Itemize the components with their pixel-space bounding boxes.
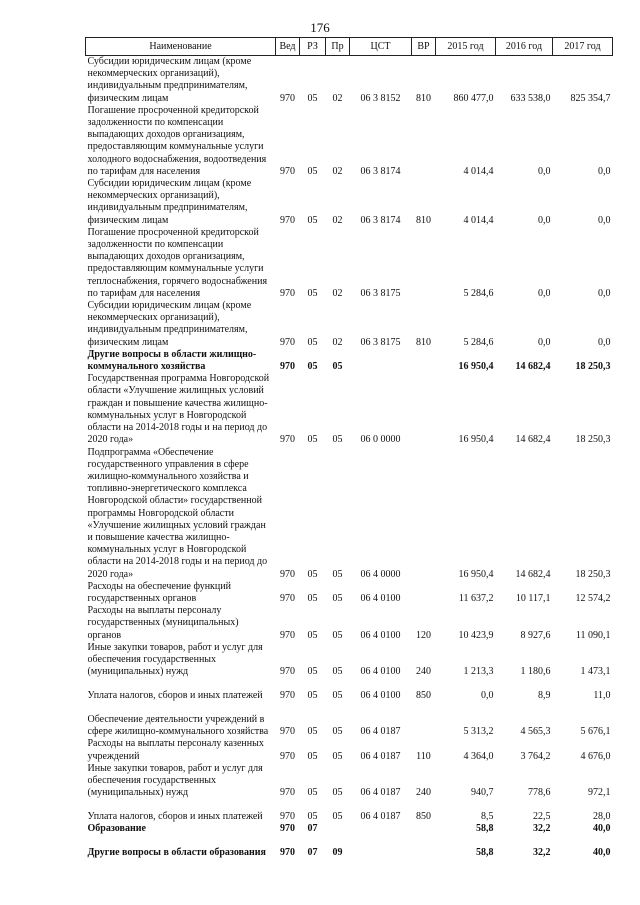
cell-2017: 0,0 — [598, 214, 611, 226]
cell-2015: 4 014,4 — [463, 214, 494, 226]
cell-cst: 06 4 0100 — [360, 629, 401, 641]
cell-2016: 14 682,4 — [515, 434, 551, 446]
header-2017: 2017 год — [553, 38, 613, 56]
cell-rz: 05 — [307, 690, 318, 702]
cell-ved: 970 — [280, 726, 295, 738]
cell-cst: 06 4 0187 — [360, 787, 401, 799]
cell-2015: 16 950,4 — [458, 361, 494, 373]
cell-ved: 970 — [280, 823, 295, 835]
cell-cst — [350, 823, 412, 835]
table-row — [86, 447, 613, 581]
cell-2016: 22,5 — [533, 811, 551, 823]
table-row — [86, 763, 613, 800]
cell-cst: 06 4 0100 — [360, 690, 401, 702]
cell-name: Иные закупки товаров, работ и услуг для обеспечения государственных (муниципальных) нужд — [87, 641, 263, 678]
cell-vr: 110 — [416, 750, 431, 762]
cell-cst: 06 3 8175 — [360, 287, 401, 299]
cell-2015: 8,5 — [481, 811, 494, 823]
cell-name: Другие вопросы в области образования — [87, 847, 266, 859]
cell-vr: 120 — [416, 629, 431, 641]
cell-name: Государственная программа Новгородской области «Улучшение жилищных условий граждан и повышение качества жилищно-коммунальных услуг в Новгородской области на 2014-2018 годы и на период до 2020 года» — [87, 373, 270, 446]
cell-ved: 970 — [280, 165, 295, 177]
table-row — [86, 349, 613, 373]
cell-vr — [412, 823, 436, 835]
cell-rz: 05 — [307, 726, 318, 738]
cell-2016: 14 682,4 — [515, 361, 551, 373]
cell-vr — [412, 227, 436, 300]
cell-vr — [412, 447, 436, 581]
cell-2017: 4 676,0 — [580, 750, 611, 762]
header-pr: Пр — [326, 38, 350, 56]
cell-2015: 4 364,0 — [463, 750, 494, 762]
cell-ved: 970 — [280, 666, 295, 678]
cell-2017: 12 574,2 — [575, 592, 611, 604]
cell-rz: 05 — [307, 811, 318, 823]
cell-vr: 810 — [416, 92, 431, 104]
header-rz: РЗ — [300, 38, 326, 56]
cell-2015: 4 014,4 — [463, 165, 494, 177]
cell-2017: 40,0 — [593, 847, 611, 859]
cell-vr — [412, 836, 436, 860]
cell-name: Субсидии юридическим лицам (кроме некоммерческих организаций), индивидуальным предпринимателям, физическим лицам — [87, 56, 252, 104]
cell-vr — [412, 349, 436, 373]
cell-2015: 5 284,6 — [463, 336, 494, 348]
table-row — [86, 605, 613, 642]
cell-2017: 11 090,1 — [575, 629, 611, 641]
cell-2015: 58,8 — [476, 847, 494, 859]
table-row — [86, 702, 613, 738]
cell-2017: 972,1 — [588, 787, 611, 799]
cell-pr: 05 — [332, 690, 343, 702]
cell-rz: 05 — [307, 434, 318, 446]
cell-cst: 06 4 0100 — [360, 592, 401, 604]
cell-2016: 0,0 — [538, 165, 551, 177]
header-name: Наименование — [86, 38, 276, 56]
cell-pr: 02 — [332, 92, 343, 104]
cell-cst: 06 4 0187 — [360, 750, 401, 762]
cell-ved: 970 — [280, 592, 295, 604]
cell-rz: 05 — [307, 568, 318, 580]
cell-name: Расходы на выплаты персоналу казенных учреждений — [87, 738, 264, 762]
cell-vr — [412, 105, 436, 178]
cell-name: Уплата налогов, сборов и иных платежей — [87, 690, 263, 702]
cell-2017: 0,0 — [598, 336, 611, 348]
cell-rz: 05 — [307, 165, 318, 177]
cell-2016: 8 927,6 — [520, 629, 551, 641]
table-row — [86, 581, 613, 605]
cell-vr: 240 — [416, 787, 431, 799]
cell-rz: 05 — [307, 92, 318, 104]
cell-name: Иные закупки товаров, работ и услуг для обеспечения государственных (муниципальных) нужд — [87, 762, 263, 799]
cell-cst: 06 4 0000 — [360, 568, 401, 580]
cell-rz: 05 — [307, 629, 318, 641]
cell-2016: 3 764,2 — [520, 750, 551, 762]
cell-ved: 970 — [280, 92, 295, 104]
cell-name: Субсидии юридическим лицам (кроме некоммерческих организаций), индивидуальным предпринимателям, физическим лицам — [87, 178, 252, 226]
cell-2015: 5 284,6 — [463, 287, 494, 299]
cell-2015: 16 950,4 — [458, 568, 494, 580]
cell-pr: 02 — [332, 287, 343, 299]
cell-pr: 02 — [332, 336, 343, 348]
cell-2017: 5 676,1 — [580, 726, 611, 738]
cell-name: Погашение просроченной кредиторской задолженности по компенсации выпадающих доходов организациям, предоставляющим коммунальные услуги холодного водоснабжения, водоотведения по тарифам для населения — [87, 104, 267, 177]
cell-vr — [412, 581, 436, 605]
header-ved: Вед — [276, 38, 300, 56]
cell-pr: 05 — [332, 726, 343, 738]
table-row — [86, 300, 613, 349]
cell-rz: 05 — [307, 787, 318, 799]
cell-rz: 05 — [307, 287, 318, 299]
cell-2016: 32,2 — [533, 847, 551, 859]
cell-2015: 1 213,3 — [463, 666, 494, 678]
cell-ved: 970 — [280, 750, 295, 762]
cell-name: Образование — [87, 823, 146, 835]
cell-name: Подпрограмма «Обеспечение государственного управления в сфере жилищно-коммунального хозяйства и топливно-энергетического комплекса Новгородской области» государственной программы Новгородской области «Улучшение жилищных условий граждан и повышение качества жилищно-коммунальных услуг в Новгородской области на 2014-2018 годы и на период до 2020 года» — [87, 446, 268, 580]
cell-2015: 10 423,9 — [458, 629, 494, 641]
cell-cst: 06 4 0187 — [360, 811, 401, 823]
cell-pr: 05 — [332, 750, 343, 762]
cell-2016: 32,2 — [533, 823, 551, 835]
cell-ved: 970 — [280, 690, 295, 702]
cell-2016: 0,0 — [538, 214, 551, 226]
cell-pr: 05 — [332, 434, 343, 446]
cell-2015: 5 313,2 — [463, 726, 494, 738]
cell-rz: 05 — [307, 666, 318, 678]
cell-pr: 05 — [332, 629, 343, 641]
cell-rz: 05 — [307, 214, 318, 226]
cell-rz: 07 — [307, 847, 318, 859]
cell-2017: 40,0 — [593, 823, 611, 835]
cell-ved: 970 — [280, 629, 295, 641]
page-number: 176 — [310, 20, 330, 35]
cell-cst: 06 4 0187 — [360, 726, 401, 738]
cell-pr: 05 — [332, 787, 343, 799]
cell-cst: 06 3 8174 — [360, 214, 401, 226]
cell-ved: 970 — [280, 214, 295, 226]
cell-2015: 860 477,0 — [453, 92, 494, 104]
cell-pr: 02 — [332, 165, 343, 177]
cell-vr: 850 — [416, 811, 431, 823]
cell-pr: 05 — [332, 666, 343, 678]
cell-2017: 11,0 — [593, 690, 611, 702]
table-header-row — [86, 38, 613, 56]
cell-cst: 06 4 0100 — [360, 666, 401, 678]
cell-rz: 07 — [307, 823, 318, 835]
cell-name: Погашение просроченной кредиторской задолженности по компенсации выпадающих доходов организациям, предоставляющим коммунальные услуги теплоснабжения, горячего водоснабжения по тарифам для населения — [87, 226, 268, 299]
cell-vr: 240 — [416, 666, 431, 678]
cell-2015: 58,8 — [476, 823, 494, 835]
cell-2015: 0,0 — [481, 690, 494, 702]
cell-name: Уплата налогов, сборов и иных платежей — [87, 811, 263, 823]
cell-2015: 940,7 — [471, 787, 494, 799]
cell-ved: 970 — [280, 361, 295, 373]
cell-name: Обеспечение деятельности учреждений в сфере жилищно-коммунального хозяйства — [87, 713, 269, 738]
cell-ved: 970 — [280, 568, 295, 580]
table-row — [86, 642, 613, 679]
cell-name: Расходы на обеспечение функций государственных органов — [87, 580, 231, 604]
cell-2017: 0,0 — [598, 287, 611, 299]
cell-name: Расходы на выплаты персоналу государственных (муниципальных) органов — [87, 605, 239, 641]
cell-name: Субсидии юридическим лицам (кроме некоммерческих организаций), индивидуальным предпринимателям, физическим лицам — [87, 300, 252, 348]
cell-cst: 06 3 8174 — [360, 165, 401, 177]
cell-cst: 06 0 0000 — [360, 434, 401, 446]
table-row — [86, 56, 613, 105]
cell-vr: 850 — [416, 690, 431, 702]
cell-2017: 18 250,3 — [575, 568, 611, 580]
cell-ved: 970 — [280, 434, 295, 446]
cell-ved: 970 — [280, 787, 295, 799]
cell-2017: 18 250,3 — [575, 434, 611, 446]
cell-2016: 778,6 — [528, 787, 551, 799]
cell-2017: 28,0 — [593, 811, 611, 823]
cell-rz: 05 — [307, 361, 318, 373]
cell-cst: 06 3 8175 — [360, 336, 401, 348]
cell-pr: 05 — [332, 568, 343, 580]
cell-2015: 16 950,4 — [458, 434, 494, 446]
table-row — [86, 738, 613, 762]
cell-vr: 810 — [416, 214, 431, 226]
cell-2017: 1 473,1 — [580, 666, 611, 678]
table-row — [86, 178, 613, 227]
cell-2016: 1 180,6 — [520, 666, 551, 678]
cell-pr — [326, 823, 350, 835]
cell-pr: 02 — [332, 214, 343, 226]
cell-2016: 4 565,3 — [520, 726, 551, 738]
header-vr: ВР — [412, 38, 436, 56]
cell-vr: 810 — [416, 336, 431, 348]
table-row — [86, 678, 613, 702]
cell-rz: 05 — [307, 750, 318, 762]
cell-2017: 0,0 — [598, 165, 611, 177]
header-2015: 2015 год — [436, 38, 496, 56]
table-row — [86, 373, 613, 446]
cell-ved: 970 — [280, 811, 295, 823]
table-row — [86, 799, 613, 823]
cell-rz: 05 — [307, 592, 318, 604]
budget-table — [85, 37, 613, 860]
cell-cst — [350, 836, 412, 860]
cell-2016: 14 682,4 — [515, 568, 551, 580]
cell-2016: 633 538,0 — [510, 92, 551, 104]
cell-2015: 11 637,2 — [458, 592, 494, 604]
cell-rz: 05 — [307, 336, 318, 348]
cell-ved: 970 — [280, 287, 295, 299]
cell-ved: 970 — [280, 847, 295, 859]
cell-pr: 09 — [332, 847, 343, 859]
cell-vr — [412, 373, 436, 446]
cell-2017: 825 354,7 — [570, 92, 611, 104]
cell-2016: 8,9 — [538, 690, 551, 702]
cell-pr: 05 — [332, 811, 343, 823]
cell-cst: 06 3 8152 — [360, 92, 401, 104]
header-2016: 2016 год — [496, 38, 553, 56]
header-cst: ЦСТ — [350, 38, 412, 56]
table-body — [86, 56, 613, 860]
cell-2016: 0,0 — [538, 336, 551, 348]
table-row — [86, 823, 613, 835]
cell-name: Другие вопросы в области жилищно-коммунального хозяйства — [87, 348, 257, 373]
cell-2017: 18 250,3 — [575, 361, 611, 373]
cell-vr — [412, 702, 436, 738]
table-row — [86, 105, 613, 178]
table-row — [86, 836, 613, 860]
cell-ved: 970 — [280, 336, 295, 348]
cell-pr: 05 — [332, 592, 343, 604]
cell-2016: 10 117,1 — [515, 592, 551, 604]
cell-cst — [350, 349, 412, 373]
cell-pr: 05 — [332, 361, 343, 373]
cell-2016: 0,0 — [538, 287, 551, 299]
table-row — [86, 227, 613, 300]
